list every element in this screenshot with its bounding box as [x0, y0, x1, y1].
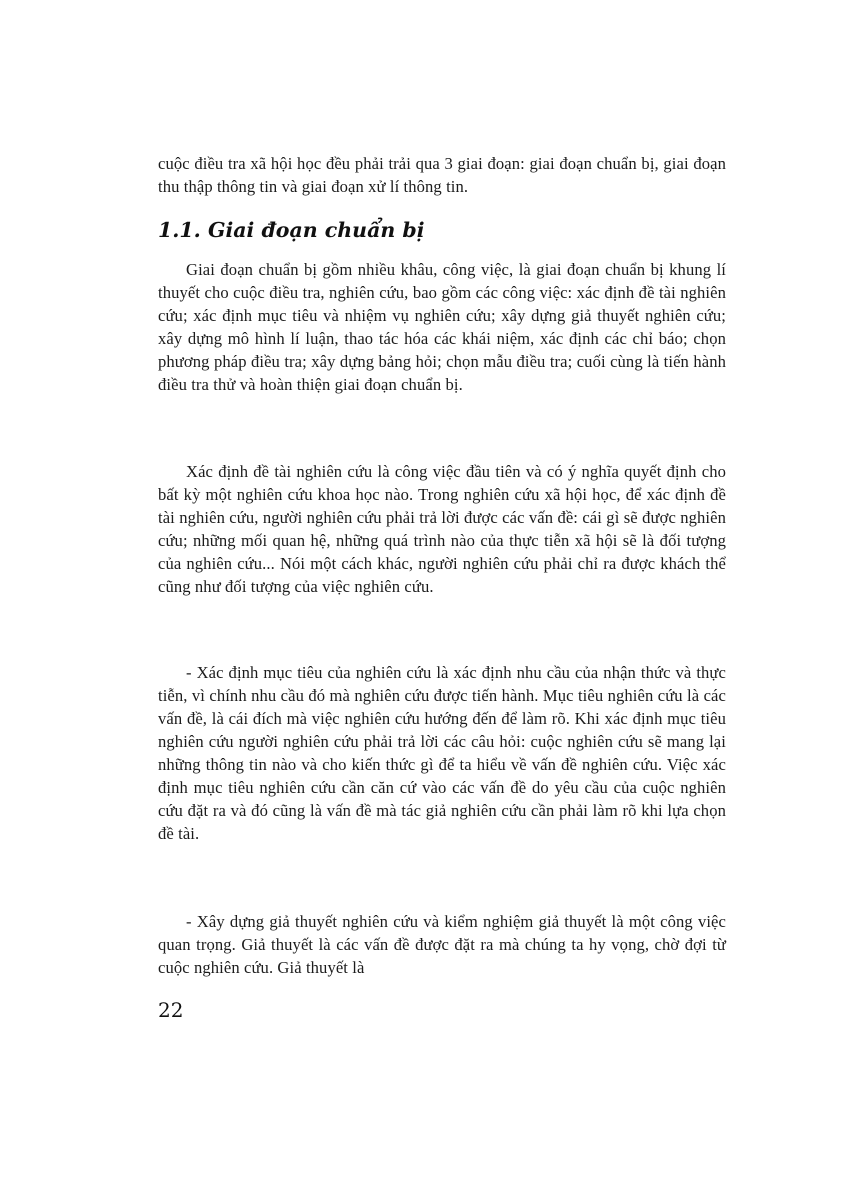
body-paragraph-1: Giai đoạn chuẩn bị gồm nhiều khâu, công việc, là giai đoạn chuẩn bị khung lí thuyết cho cuộc điều tra, nghiên cứu, bao gồm các công việc: xác định đề tài nghiên cứu; xác định mục tiêu và nhiệm vụ nghiên cứu; xây dựng giả thuyết nghiên cứu; xây dựng mô hình lí luận, thao tác hóa các khái niệm, xác định các chỉ báo; chọn phương pháp điều tra; xây dựng bảng hỏi; chọn mẫu điều tra; cuối cùng là tiến hành điều tra thử và hoàn thiện giai đoạn chuẩn bị. [158, 260, 726, 394]
body-paragraph-4: - Xây dựng giả thuyết nghiên cứu và kiểm nghiệm giả thuyết là một công việc quan trọng. Giả thuyết là các vấn đề được đặt ra mà chúng ta hy vọng, chờ đợi từ cuộc nghiên cứu. Giả thuyết là [158, 912, 726, 977]
page-number: 22 [158, 998, 184, 1022]
body-paragraph-3: - Xác định mục tiêu của nghiên cứu là xác định nhu cầu của nhận thức và thực tiễn, vì chính nhu cầu đó mà nghiên cứu được tiến hành. Mục tiêu nghiên cứu là các vấn đề, là cái đích mà việc nghiên cứu hướng đến để làm rõ. Khi xác định mục tiêu nghiên cứu người nghiên cứu phải trả lời các câu hỏi: cuộc nghiên cứu sẽ mang lại những thông tin nào và cho kiến thức gì để ta hiểu về vấn đề nghiên cứu. Việc xác định mục tiêu nghiên cứu cần căn cứ vào các vấn đề do yêu cầu của cuộc nghiên cứu đặt ra và đó cũng là vấn đề mà tác giả nghiên cứu cần phải làm rõ khi lựa chọn đề tài. [158, 663, 726, 843]
lead-paragraph: cuộc điều tra xã hội học đều phải trải qua 3 giai đoạn: giai đoạn chuẩn bị, giai đoạn thu thập thông tin và giai đoạn xử lí thông tin. [158, 154, 726, 196]
section-heading: 1.1. Giai đoạn chuẩn bị [158, 218, 425, 242]
body-paragraph-2: Xác định đề tài nghiên cứu là công việc đầu tiên và có ý nghĩa quyết định cho bất kỳ một nghiên cứu khoa học nào. Trong nghiên cứu xã hội học, để xác định đề tài nghiên cứu, người nghiên cứu phải trả lời được các vấn đề: cái gì sẽ được nghiên cứu; những mối quan hệ, những quá trình nào của thực tiễn xã hội sẽ là đối tượng của nghiên cứu... Nói một cách khác, người nghiên cứu phải chỉ ra được khách thể cũng như đối tượng của việc nghiên cứu. [158, 462, 726, 596]
